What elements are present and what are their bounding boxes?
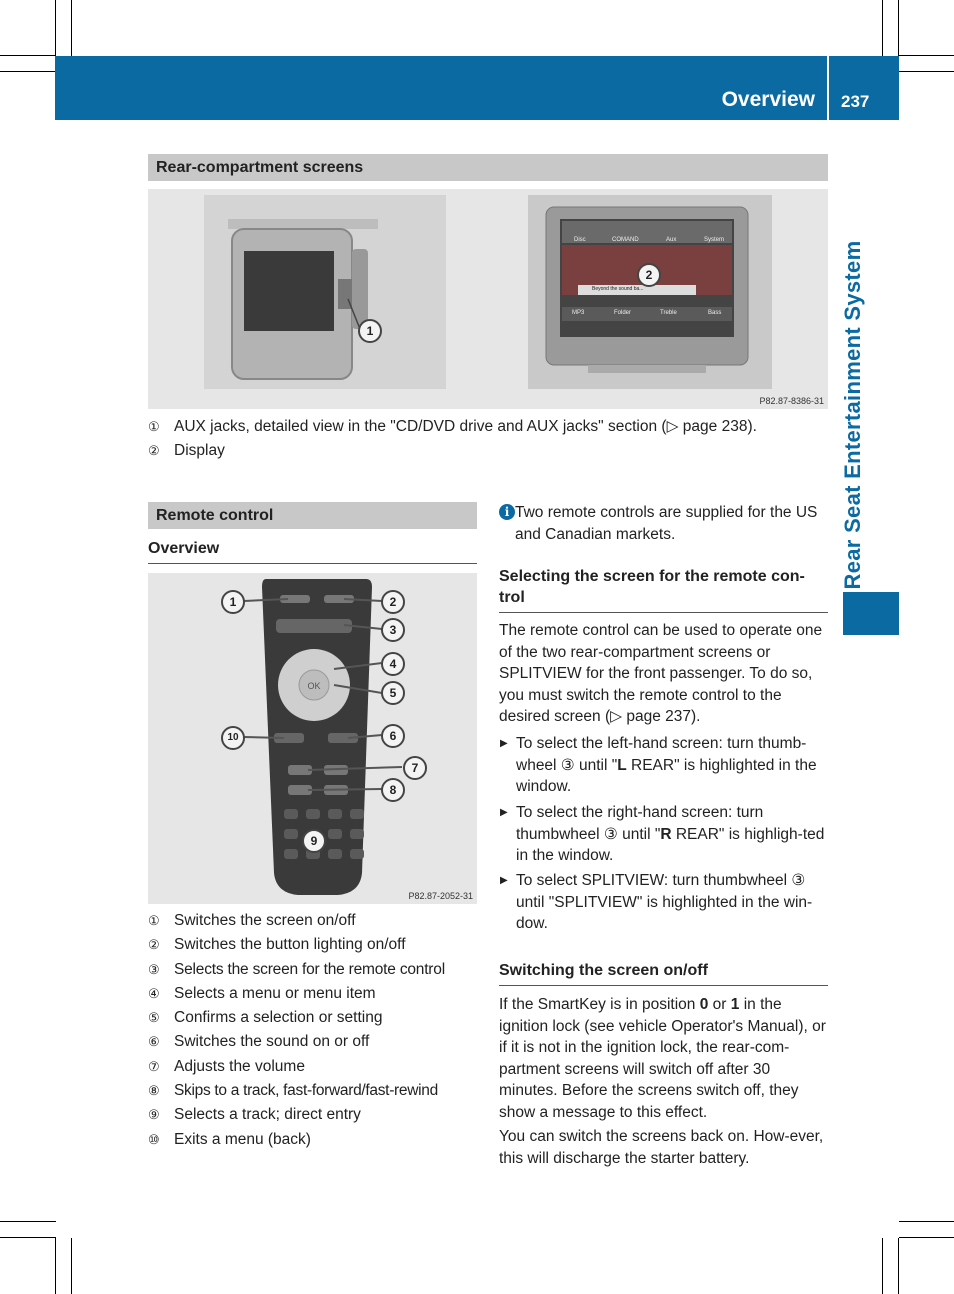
crop-mark: [899, 1237, 954, 1238]
screen-bottom-bass: Bass: [708, 310, 722, 316]
crop-mark: [882, 1238, 883, 1294]
chapter-side-title: Rear Seat Entertainment System: [840, 240, 865, 590]
screen-bottom-folder: Folder: [614, 310, 632, 316]
headrest-screen-image: [148, 189, 828, 409]
page-header: [55, 56, 899, 120]
legend-item: ① AUX jacks, detailed view in the "CD/DVD drive and AUX jacks" section (▷ page 238).: [148, 418, 757, 435]
subheading-overview: Overview: [148, 538, 477, 564]
figure-code: P82.87-2052-31: [408, 891, 473, 901]
crop-mark: [899, 55, 954, 56]
crop-mark: [55, 0, 56, 56]
screen-bottom-treble: Treble: [660, 310, 677, 316]
crop-mark: [882, 0, 883, 56]
screen-track-label: Beyond the sound ba...: [592, 286, 644, 292]
section-heading-remote-control: Remote control: [148, 502, 477, 529]
callout-1: 1: [358, 319, 382, 343]
legend-item: ⑥ Switches the sound on or off: [148, 1033, 370, 1051]
callout-2: 2: [637, 263, 661, 287]
legend-item: ⑧ Skips to a track, fast-forward/fast-rewind: [148, 1082, 438, 1100]
legend-item: ⑤ Confirms a selection or setting: [148, 1009, 383, 1027]
instruction-splitview: ▶ To select SPLITVIEW: turn thumbwheel ③ until "SPLITVIEW" is highlighted in the win-dow.: [500, 872, 813, 932]
section-heading-rear-screens: Rear-compartment screens: [148, 154, 828, 181]
info-icon: i: [499, 504, 515, 520]
bullet-arrow-icon: ▶: [500, 738, 508, 749]
crop-mark: [0, 1221, 56, 1222]
crop-mark: [898, 0, 899, 56]
switching-body-2: You can switch the screens back on. How-ever, this will discharge the starter battery.: [499, 1128, 824, 1167]
selecting-body: The remote control can be used to operate one of the two rear-compartment screens or SPLITVIEW for the front passenger. To do so, you must switch the remote control to the desired screen (▷ page 237).: [499, 622, 823, 725]
rear-screens-legend: [148, 415, 828, 463]
info-note: i Two remote controls are supplied for the US and Canadian markets.: [499, 502, 829, 545]
figure-code: P82.87-8386-31: [759, 396, 824, 406]
header-divider: [827, 56, 829, 120]
header-title: Overview: [721, 88, 815, 111]
subheading-switching-screen: Switching the screen on/off: [499, 960, 828, 986]
callout-5: 5: [381, 681, 405, 705]
svg-text:OK: OK: [307, 681, 321, 691]
crop-mark: [55, 1238, 56, 1294]
instruction-left-screen: ▶ To select the left-hand screen: turn thumb-wheel ③ until "L REAR" is highlighted in the window.: [500, 735, 817, 795]
legend-item: ② Switches the button lighting on/off: [148, 936, 406, 954]
bullet-arrow-icon: ▶: [500, 807, 508, 818]
instruction-right-screen: ▶ To select the right-hand screen: turn thumbwheel ③ until "R REAR" is highligh-ted in the window.: [500, 804, 825, 864]
screen-tab-aux: Aux: [666, 237, 677, 243]
crop-mark: [898, 1238, 899, 1294]
page-number: 237: [841, 92, 870, 111]
remote-control-legend: [148, 909, 482, 1152]
legend-item: ⑨ Selects a track; direct entry: [148, 1106, 361, 1124]
crop-mark: [899, 1221, 954, 1222]
screen-tab-system: System: [704, 237, 725, 243]
bullet-arrow-icon: ▶: [500, 875, 508, 886]
crop-mark: [899, 71, 954, 72]
callout-9: 9: [302, 829, 326, 853]
screen-bottom-mp3: MP3: [572, 310, 585, 316]
legend-item: ④ Selects a menu or menu item: [148, 984, 376, 1002]
screen-tab-disc: Disc: [574, 237, 586, 243]
remote-control-image: [148, 573, 477, 904]
crop-mark: [71, 1238, 72, 1294]
callout-6: 6: [381, 724, 405, 748]
crop-mark: [0, 55, 56, 56]
crop-mark: [0, 71, 56, 72]
remote-control-figure: [148, 573, 477, 904]
crop-mark: [71, 0, 72, 56]
legend-item: ⑦ Adjusts the volume: [148, 1057, 305, 1075]
callout-1: 1: [221, 590, 245, 614]
callout-3: 3: [381, 618, 405, 642]
chapter-tab-marker: [843, 592, 899, 635]
screen-tab-comand: COMAND: [612, 237, 639, 243]
legend-item: ③ Selects the screen for the remote control: [148, 960, 445, 978]
subheading-selecting-screen: Selecting the screen for the remote con-trol: [499, 566, 828, 613]
callout-7: 7: [403, 756, 427, 780]
rear-screens-figure: [148, 189, 828, 409]
switching-body-1: If the SmartKey is in position 0 or 1 in the ignition lock (see vehicle Operator's Manual), or if it is not in the ignition lock, the rear-com-partment screens will switch off after 30 minutes. Before the screens switch off, they show a message to this effect.: [499, 996, 826, 1121]
callout-8: 8: [381, 778, 405, 802]
legend-item: ② Display: [148, 442, 225, 459]
callout-2: 2: [381, 590, 405, 614]
legend-item: ① Switches the screen on/off: [148, 912, 356, 929]
callout-10: 10: [221, 726, 245, 750]
crop-mark: [0, 1237, 56, 1238]
callout-4: 4: [381, 652, 405, 676]
legend-item: ⑩ Exits a menu (back): [148, 1130, 311, 1148]
